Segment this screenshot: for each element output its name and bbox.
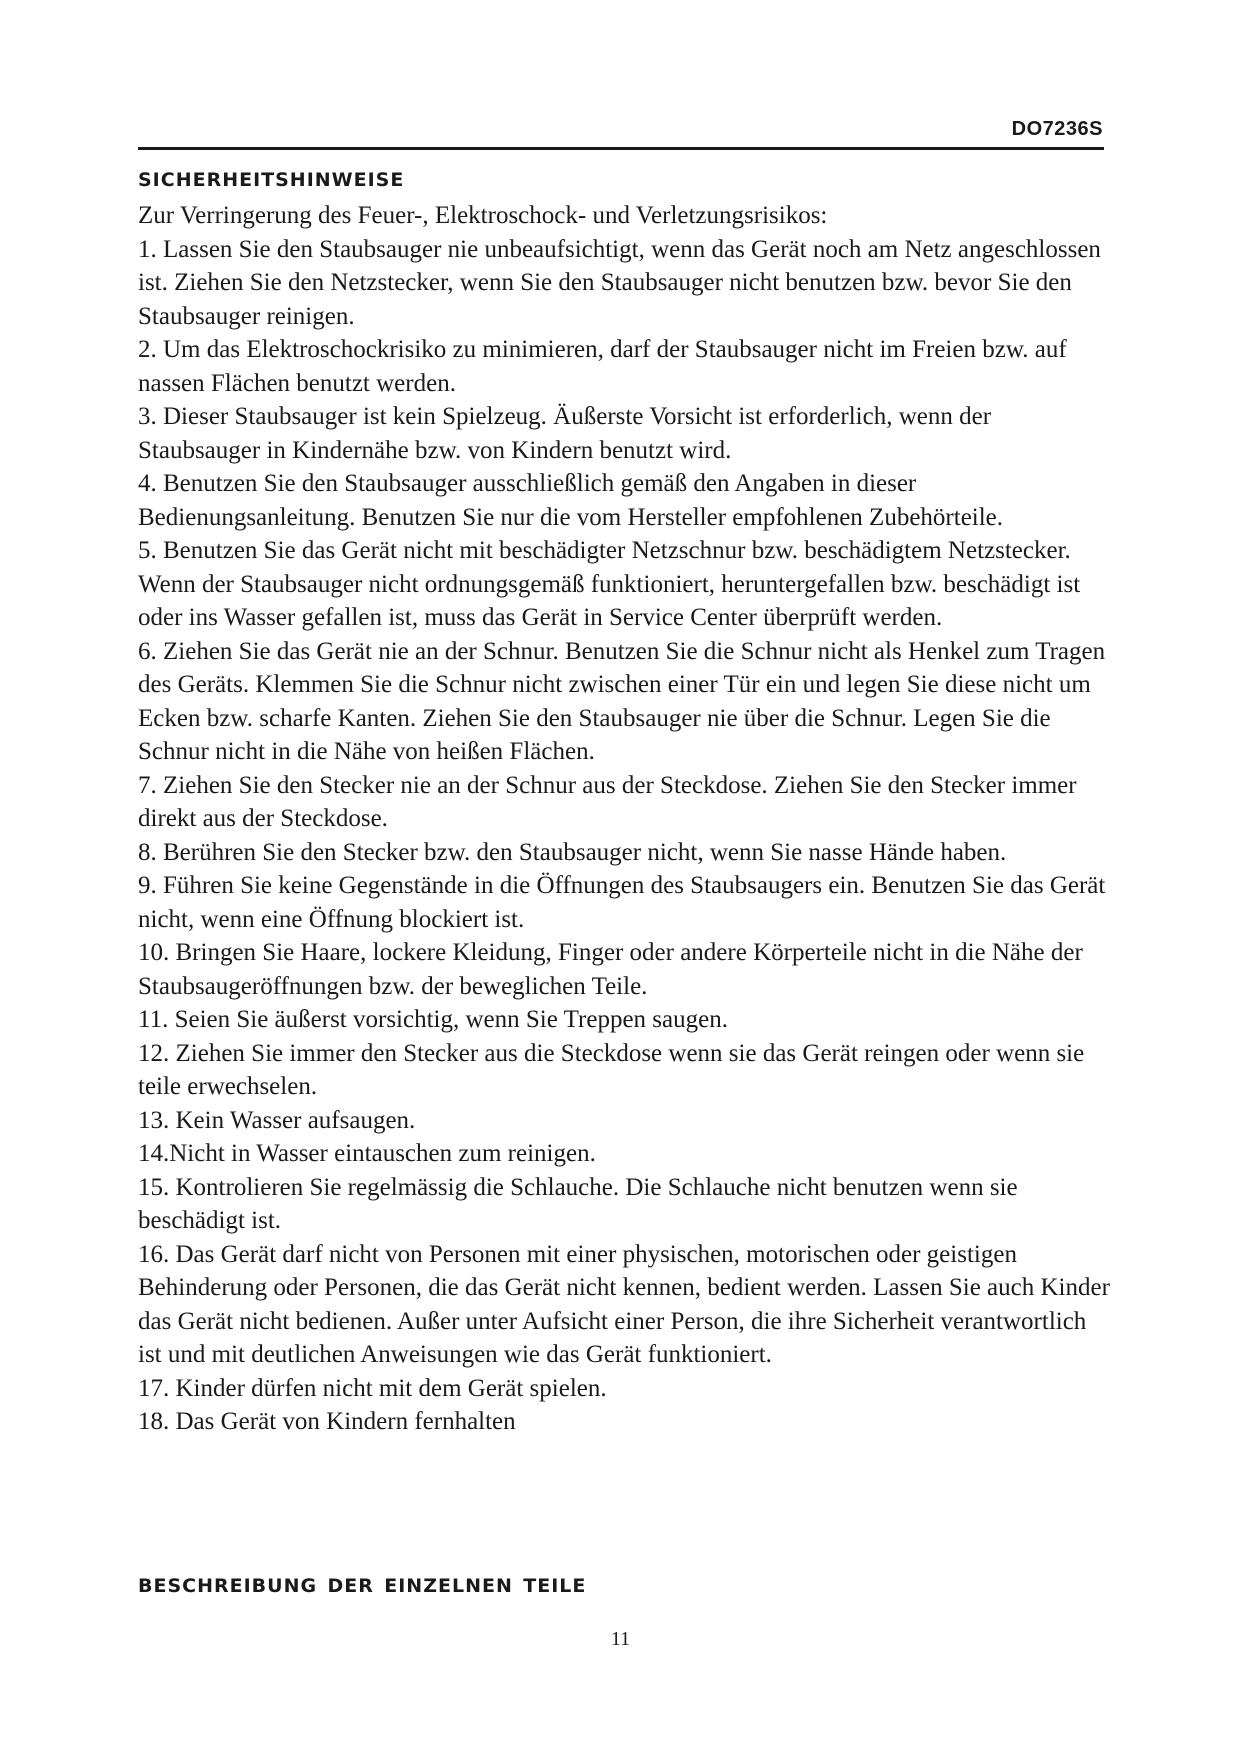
- safety-intro: Zur Verringerung des Feuer-, Elektroschock- und Verletzungsrisikos:: [138, 202, 828, 229]
- safety-item: 2. Um das Elektroschockrisiko zu minimieren, darf der Staubsauger nicht im Freien bzw. auf nassen Flächen benutzt werden.: [138, 336, 1067, 397]
- safety-item: 13. Kein Wasser aufsaugen.: [138, 1106, 416, 1134]
- safety-item: 18. Das Gerät von Kindern fernhalten: [138, 1408, 516, 1435]
- safety-item: 4. Benutzen Sie den Staubsauger ausschließlich gemäß den Angaben in dieser Bedienungsanleitung. Benutzen Sie nur die vom Hersteller empfohlenen Zubehörteile.: [138, 470, 1004, 531]
- safety-item: 6. Ziehen Sie das Gerät nie an der Schnur. Benutzen Sie die Schnur nicht als Henkel zum Tragen des Geräts. Klemmen Sie die Schnur nicht zwischen einer Tür ein und legen Sie diese nicht um Ecken bzw. scharfe Kanten. Ziehen Sie den Staubsauger nie über die Schnur. Legen Sie die Schnur nicht in die Nähe von heißen Flächen.: [138, 637, 1106, 765]
- safety-item: 14.Nicht in Wasser eintauschen zum reinigen.: [138, 1140, 596, 1167]
- model-number: DO7236S: [1011, 118, 1103, 140]
- safety-item: 5. Benutzen Sie das Gerät nicht mit beschädigter Netzschnur bzw. beschädigtem Netzstecker. Wenn der Staubsauger nicht ordnungsgemäß funktioniert, heruntergefallen bzw. beschädigt ist oder ins Wasser gefallen ist, muss das Gerät in Service Center überprüft werden.: [138, 537, 1081, 631]
- safety-item: 16. Das Gerät darf nicht von Personen mit einer physischen, motorischen oder geistigen Behinderung oder Personen, die das Gerät nicht kennen, bedient werden. Lassen Sie auch Kinder das Gerät nicht bedienen. Außer unter Aufsicht einer Person, die ihre Sicherheit verantwortlich ist und mit deutlichen Anweisungen wie das Gerät funktioniert.: [138, 1240, 1110, 1368]
- header-rule: [138, 147, 1104, 150]
- section-title-safety: sicherheitshinweise: [138, 162, 405, 193]
- safety-item: 15. Kontrolieren Sie regelmässig die Schlauche. Die Schlauche nicht benutzen wenn sie beschädigt ist.: [138, 1173, 1018, 1234]
- page-number: 11: [610, 1628, 631, 1650]
- safety-item: 17. Kinder dürfen nicht mit dem Gerät spielen.: [138, 1374, 607, 1402]
- safety-item: 1. Lassen Sie den Staubsauger nie unbeaufsichtigt, wenn das Gerät noch am Netz angeschlossen ist. Ziehen Sie den Netzstecker, wenn Sie den Staubsauger nicht benutzen bzw. bevor Sie den Staubsauger reinigen.: [138, 235, 1101, 330]
- safety-item: 12. Ziehen Sie immer den Stecker aus die Steckdose wenn sie das Gerät reingen oder wenn sie teile erwechselen.: [138, 1039, 1085, 1100]
- section-title-parts: beschreibung der einzelnen teile: [138, 1568, 587, 1599]
- safety-instructions: [138, 199, 1110, 1439]
- safety-item: 9. Führen Sie keine Gegenstände in die Öffnungen des Staubsaugers ein. Benutzen Sie das Gerät nicht, wenn eine Öffnung blockiert ist.: [138, 872, 1106, 933]
- safety-item: 3. Dieser Staubsauger ist kein Spielzeug. Äußerste Vorsicht ist erforderlich, wenn der Staubsauger in Kindernähe bzw. von Kindern benutzt wird.: [138, 403, 992, 464]
- safety-item: 8. Berühren Sie den Stecker bzw. den Staubsauger nicht, wenn Sie nasse Hände haben.: [138, 838, 1007, 866]
- safety-item: 11. Seien Sie äußerst vorsichtig, wenn Sie Treppen saugen.: [138, 1006, 728, 1033]
- safety-item: 10. Bringen Sie Haare, lockere Kleidung, Finger oder andere Körperteile nicht in die Nähe der Staubsaugeröffnungen bzw. der beweglichen Teile.: [138, 939, 1083, 1000]
- safety-item: 7. Ziehen Sie den Stecker nie an der Schnur aus der Steckdose. Ziehen Sie den Stecker immer direkt aus der Steckdose.: [138, 771, 1077, 832]
